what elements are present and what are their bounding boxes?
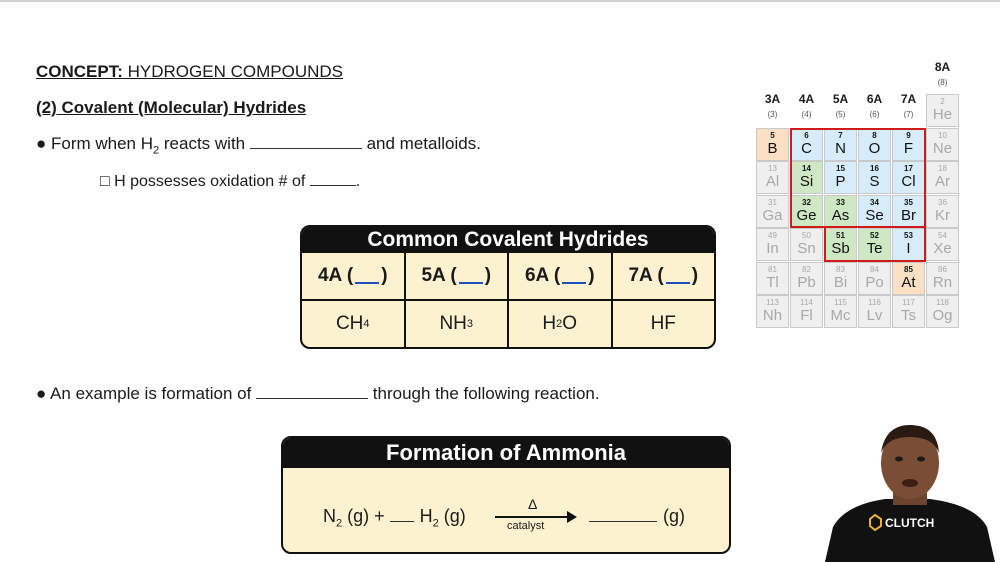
element-nh bbox=[756, 295, 789, 328]
reaction-reactants bbox=[323, 506, 466, 530]
reactant-h: H bbox=[419, 506, 433, 526]
element-te bbox=[858, 228, 891, 261]
element-n bbox=[824, 128, 857, 161]
element-ar bbox=[926, 161, 959, 194]
atomic-number: 15 bbox=[836, 164, 845, 173]
concept-topic: HYDROGEN COMPOUNDS bbox=[127, 62, 343, 81]
atomic-number: 8 bbox=[872, 130, 877, 140]
element-si bbox=[790, 161, 823, 194]
element-s bbox=[858, 161, 891, 194]
bullet-form-pre: ● Form when H bbox=[36, 134, 154, 153]
atomic-number: 86 bbox=[938, 264, 947, 274]
element-symbol: B bbox=[767, 139, 778, 157]
group-header-label: 6A ( bbox=[524, 265, 561, 286]
presenter-eye bbox=[917, 457, 925, 462]
reaction-product bbox=[589, 506, 685, 527]
atomic-number: 118 bbox=[936, 298, 949, 307]
element-symbol: I bbox=[906, 240, 911, 257]
group-header-label: 5A ( bbox=[421, 265, 457, 286]
atomic-number: 83 bbox=[836, 264, 845, 274]
atomic-number: 85 bbox=[904, 264, 913, 274]
heat-delta: Δ bbox=[528, 496, 538, 512]
ammonia-title: Formation of Ammonia bbox=[283, 438, 729, 468]
element-symbol: He bbox=[932, 106, 953, 123]
atomic-number: 16 bbox=[870, 164, 879, 173]
element-in bbox=[756, 228, 789, 261]
group-header bbox=[302, 253, 404, 299]
subheading: (2) Covalent (Molecular) Hydrides bbox=[36, 98, 307, 117]
element-symbol: Mc bbox=[830, 307, 851, 324]
atomic-number: 10 bbox=[938, 130, 947, 140]
element-o bbox=[858, 128, 891, 161]
group-number: (5) bbox=[835, 110, 846, 119]
element-symbol: C bbox=[801, 139, 812, 157]
presenter-eye bbox=[895, 457, 903, 462]
compound-cell bbox=[302, 301, 404, 347]
atomic-number: 51 bbox=[836, 231, 845, 240]
bullet-form bbox=[36, 134, 481, 156]
element-symbol: Nh bbox=[762, 307, 783, 324]
atomic-number: 84 bbox=[870, 264, 879, 274]
atomic-number: 13 bbox=[768, 164, 777, 173]
atomic-number: 53 bbox=[904, 231, 913, 240]
element-f bbox=[892, 128, 925, 161]
element-xe bbox=[926, 228, 959, 261]
catalyst-label: catalyst bbox=[507, 520, 545, 532]
element-symbol: Ts bbox=[901, 307, 916, 324]
element-mc bbox=[824, 295, 857, 328]
element-tl bbox=[756, 262, 789, 295]
atomic-number: 17 bbox=[904, 164, 913, 173]
atomic-number: 114 bbox=[800, 298, 813, 307]
element-fl bbox=[790, 295, 823, 328]
element-ga bbox=[756, 195, 789, 228]
atomic-number: 115 bbox=[834, 298, 847, 307]
atomic-number: 34 bbox=[870, 197, 879, 207]
compound-sub: 4 bbox=[363, 318, 370, 330]
hydrides-header-row bbox=[302, 253, 714, 299]
group-header-close: ) bbox=[588, 265, 595, 286]
atomic-number: 14 bbox=[802, 164, 811, 173]
element-b bbox=[756, 128, 789, 161]
element-symbol: Xe bbox=[933, 240, 952, 257]
group-header bbox=[611, 253, 715, 299]
element-symbol: Ge bbox=[796, 206, 817, 224]
atomic-number: 81 bbox=[768, 264, 777, 274]
bullet-form-post: and metalloids. bbox=[361, 134, 481, 153]
group-number: (3) bbox=[767, 110, 778, 119]
group-header-close: ) bbox=[484, 265, 492, 286]
compound-main: NH bbox=[439, 313, 467, 334]
fill-blank[interactable] bbox=[355, 268, 379, 284]
element-symbol: Pb bbox=[797, 273, 816, 291]
element-symbol: Sb bbox=[831, 240, 850, 257]
atomic-number: 7 bbox=[838, 130, 843, 140]
element-br bbox=[892, 195, 925, 228]
element-symbol: Fl bbox=[800, 307, 813, 324]
element-sb bbox=[824, 228, 857, 261]
compound-tail: O bbox=[562, 313, 578, 334]
element-lv bbox=[858, 295, 891, 328]
atomic-number: 117 bbox=[902, 298, 915, 307]
presenter-mouth bbox=[902, 479, 918, 487]
presenter-video bbox=[815, 415, 1000, 562]
element-symbol: Ar bbox=[935, 173, 950, 190]
group-label: 8A bbox=[934, 60, 951, 74]
element-se bbox=[858, 195, 891, 228]
element-symbol: Tl bbox=[766, 273, 779, 291]
group-label: 4A bbox=[798, 92, 815, 106]
concept-heading bbox=[36, 62, 343, 82]
compound-main: HF bbox=[650, 313, 676, 334]
element-cl bbox=[892, 161, 925, 194]
atomic-number: 113 bbox=[766, 298, 779, 307]
group-label: 3A bbox=[764, 92, 781, 106]
hydrides-compound-row bbox=[302, 299, 714, 347]
element-symbol: Sn bbox=[797, 240, 816, 257]
element-symbol: N bbox=[835, 139, 846, 157]
bullet-oxidation-pre: □ H possesses oxidation # of bbox=[100, 173, 310, 190]
group-number: (4) bbox=[801, 110, 812, 119]
atomic-number: 50 bbox=[802, 231, 811, 240]
atomic-number: 5 bbox=[770, 130, 775, 140]
ammonia-box bbox=[281, 436, 731, 554]
element-ge bbox=[790, 195, 823, 228]
fill-blank[interactable] bbox=[562, 268, 586, 284]
element-symbol: Lv bbox=[866, 307, 883, 324]
element-kr bbox=[926, 195, 959, 228]
element-symbol: Po bbox=[865, 273, 884, 291]
product-state: (g) bbox=[663, 506, 685, 526]
compound-main: H bbox=[542, 313, 557, 334]
atomic-number: 32 bbox=[802, 197, 811, 207]
group-label: 5A bbox=[832, 92, 849, 106]
fill-blank[interactable] bbox=[390, 507, 414, 522]
atomic-number: 54 bbox=[938, 231, 947, 240]
element-c bbox=[790, 128, 823, 161]
element-symbol: As bbox=[831, 206, 850, 224]
compound-cell bbox=[507, 301, 611, 347]
element-sn bbox=[790, 228, 823, 261]
reaction-arrow bbox=[495, 496, 577, 536]
atomic-number: 6 bbox=[804, 130, 809, 140]
element-symbol: In bbox=[766, 240, 779, 257]
atomic-number: 35 bbox=[904, 197, 913, 207]
group-header bbox=[507, 253, 611, 299]
bullet-oxidation bbox=[100, 171, 360, 191]
bullet-example-post: through the following reaction. bbox=[368, 384, 600, 403]
element-bi bbox=[824, 262, 857, 295]
compound-main: CH bbox=[335, 313, 364, 334]
element-symbol: Te bbox=[866, 240, 883, 257]
element-symbol: Al bbox=[765, 173, 780, 190]
element-symbol: O bbox=[868, 139, 881, 157]
group-number: (8) bbox=[937, 78, 948, 87]
atomic-number: 2 bbox=[940, 97, 945, 106]
atomic-number: 31 bbox=[768, 197, 777, 207]
periodic-table-fragment bbox=[756, 60, 962, 330]
element-al bbox=[756, 161, 789, 194]
group-label: 7A bbox=[900, 92, 917, 106]
fill-blank[interactable] bbox=[256, 384, 368, 399]
group-header-label: 7A ( bbox=[628, 265, 664, 286]
element-symbol: Og bbox=[932, 307, 953, 324]
group-header-close: ) bbox=[691, 265, 699, 286]
fill-blank[interactable] bbox=[310, 171, 356, 186]
concept-label: CONCEPT: bbox=[36, 62, 123, 81]
atomic-number: 116 bbox=[868, 298, 881, 307]
bullet-form-sub: 2 bbox=[153, 144, 160, 157]
element-symbol: Ne bbox=[932, 139, 953, 157]
arrow-shaft bbox=[495, 516, 571, 518]
group-header bbox=[404, 253, 508, 299]
atomic-number: 49 bbox=[768, 231, 777, 240]
element-ts bbox=[892, 295, 925, 328]
atomic-number: 82 bbox=[802, 264, 811, 274]
fill-blank[interactable] bbox=[589, 507, 657, 522]
element-symbol: Ga bbox=[762, 206, 783, 224]
element-he bbox=[926, 94, 959, 127]
fill-blank[interactable] bbox=[459, 268, 483, 284]
element-pb bbox=[790, 262, 823, 295]
element-i bbox=[892, 228, 925, 261]
reactant-n-sub: 2 bbox=[336, 517, 343, 530]
top-divider bbox=[0, 0, 1000, 2]
reactant-h-sub: 2 bbox=[432, 517, 439, 530]
element-at bbox=[892, 262, 925, 295]
group-header-label: 4A ( bbox=[317, 265, 354, 286]
hydrides-table-title: Common Covalent Hydrides bbox=[302, 227, 714, 253]
element-ne bbox=[926, 128, 959, 161]
bullet-example bbox=[36, 384, 600, 404]
element-symbol: Si bbox=[799, 173, 814, 190]
group-header-close: ) bbox=[381, 265, 388, 286]
atomic-number: 52 bbox=[870, 231, 879, 240]
hydrides-table bbox=[300, 225, 716, 349]
atomic-number: 18 bbox=[938, 164, 947, 173]
bullet-oxidation-post: . bbox=[355, 173, 361, 190]
reactant-n: N bbox=[323, 506, 336, 526]
atomic-number: 36 bbox=[938, 197, 947, 207]
compound-sub: 2 bbox=[556, 318, 563, 330]
group-number: (7) bbox=[903, 110, 914, 119]
element-symbol: P bbox=[835, 173, 846, 190]
fill-blank[interactable] bbox=[250, 134, 362, 149]
compound-cell bbox=[611, 301, 715, 347]
element-symbol: At bbox=[901, 273, 916, 291]
element-og bbox=[926, 295, 959, 328]
atomic-number: 33 bbox=[836, 197, 845, 207]
element-symbol: F bbox=[903, 139, 914, 157]
reactant-h-state: (g) bbox=[438, 506, 466, 526]
bullet-form-mid: reacts with bbox=[159, 134, 250, 153]
element-symbol: Rn bbox=[932, 273, 953, 291]
group-number: (6) bbox=[869, 110, 880, 119]
element-symbol: Kr bbox=[935, 206, 950, 224]
element-symbol: Cl bbox=[901, 173, 916, 190]
element-as bbox=[824, 195, 857, 228]
element-symbol: Br bbox=[901, 206, 916, 224]
fill-blank[interactable] bbox=[666, 268, 690, 284]
element-symbol: Se bbox=[865, 206, 884, 224]
element-po bbox=[858, 262, 891, 295]
reactant-n-state: (g) + bbox=[342, 506, 390, 526]
bullet-example-pre: ● An example is formation of bbox=[36, 384, 257, 403]
element-rn bbox=[926, 262, 959, 295]
clutch-logo-text: CLUTCH bbox=[885, 516, 935, 530]
element-symbol: Bi bbox=[833, 273, 848, 291]
atomic-number: 9 bbox=[906, 130, 911, 140]
element-symbol: S bbox=[869, 173, 880, 190]
element-p bbox=[824, 161, 857, 194]
group-label: 6A bbox=[866, 92, 883, 106]
arrow-head-icon bbox=[567, 511, 577, 523]
compound-sub: 3 bbox=[466, 318, 474, 330]
compound-cell bbox=[404, 301, 508, 347]
